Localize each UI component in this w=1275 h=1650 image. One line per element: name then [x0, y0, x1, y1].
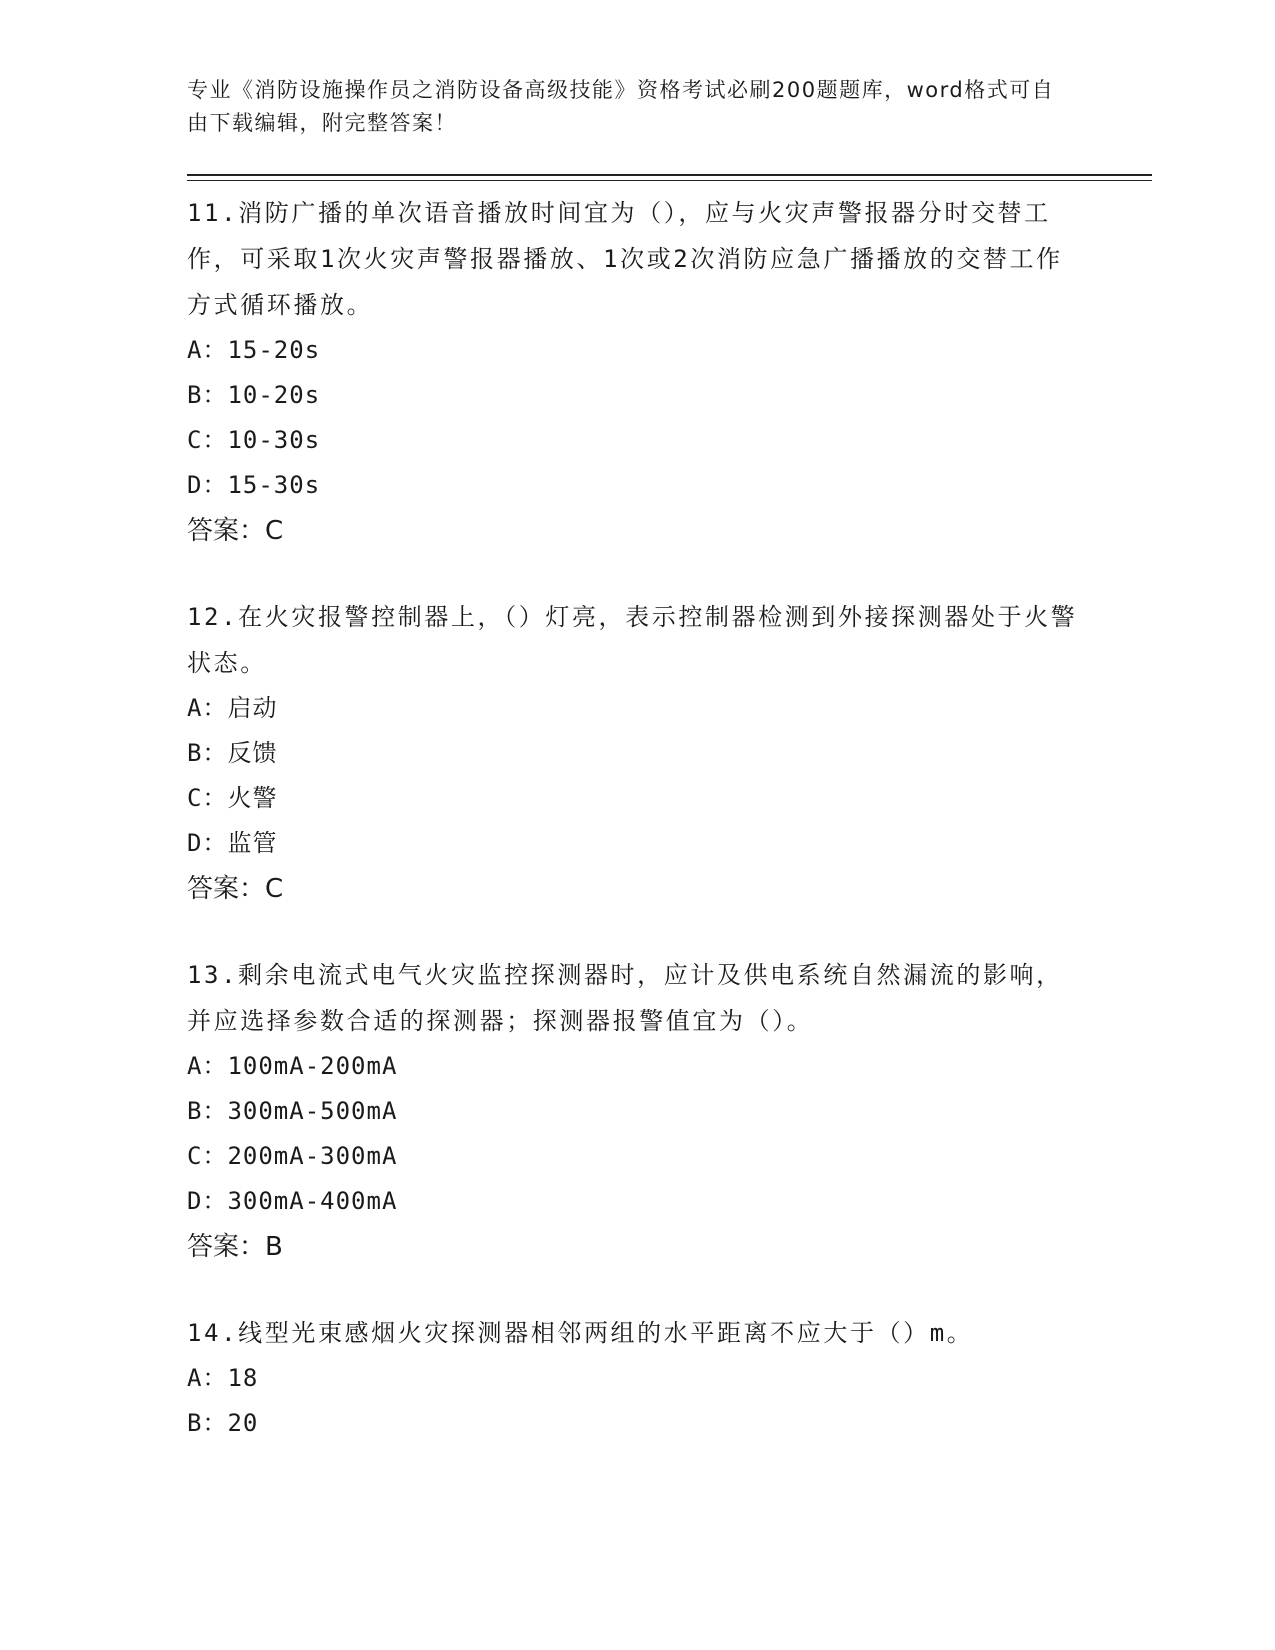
option-d: D：15-30s [187, 471, 321, 499]
header-divider-thin [187, 180, 1152, 181]
question-12 [187, 594, 1087, 912]
option-a: A：18 [187, 1364, 259, 1392]
question-stem: 13.剩余电流式电气火灾监控探测器时，应计及供电系统自然漏流的影响，并应选择参数合适的探测器；探测器报警值宜为（）。 [187, 961, 1063, 1035]
option-c: C：10-30s [187, 426, 321, 454]
document-header: 专业《消防设施操作员之消防设备高级技能》资格考试必刷200题题库，word格式可自由下载编辑，附完整答案！ [187, 78, 1055, 135]
question-stem: 12.在火灾报警控制器上，（）灯亮，表示控制器检测到外接探测器处于火警状态。 [187, 603, 1078, 677]
option-a: A：15-20s [187, 336, 321, 364]
question-11 [187, 190, 1087, 554]
question-stem: 11.消防广播的单次语音播放时间宜为（），应与火灾声警报器分时交替工作，可采取1次火灾声警报器播放、1次或2次消防应急广播播放的交替工作方式循环播放。 [187, 199, 1063, 319]
question-stem: 14.线型光束感烟火灾探测器相邻两组的水平距离不应大于（）m。 [187, 1319, 974, 1347]
header-divider-thick [187, 174, 1152, 176]
option-a: A：启动 [187, 694, 278, 722]
question-14 [187, 1310, 1087, 1446]
option-b: B：300mA-500mA [187, 1097, 398, 1125]
option-d: D：监管 [187, 829, 278, 857]
option-a: A：100mA-200mA [187, 1052, 398, 1080]
answer: 答案：B [187, 1232, 283, 1262]
question-13 [187, 952, 1087, 1270]
option-c: C：200mA-300mA [187, 1142, 398, 1170]
option-b: B：10-20s [187, 381, 321, 409]
answer: 答案：C [187, 874, 284, 904]
question-list [187, 190, 1087, 1486]
option-c: C：火警 [187, 784, 278, 812]
option-d: D：300mA-400mA [187, 1187, 398, 1215]
option-b: B：20 [187, 1409, 259, 1437]
answer: 答案：C [187, 516, 284, 546]
option-b: B：反馈 [187, 739, 278, 767]
